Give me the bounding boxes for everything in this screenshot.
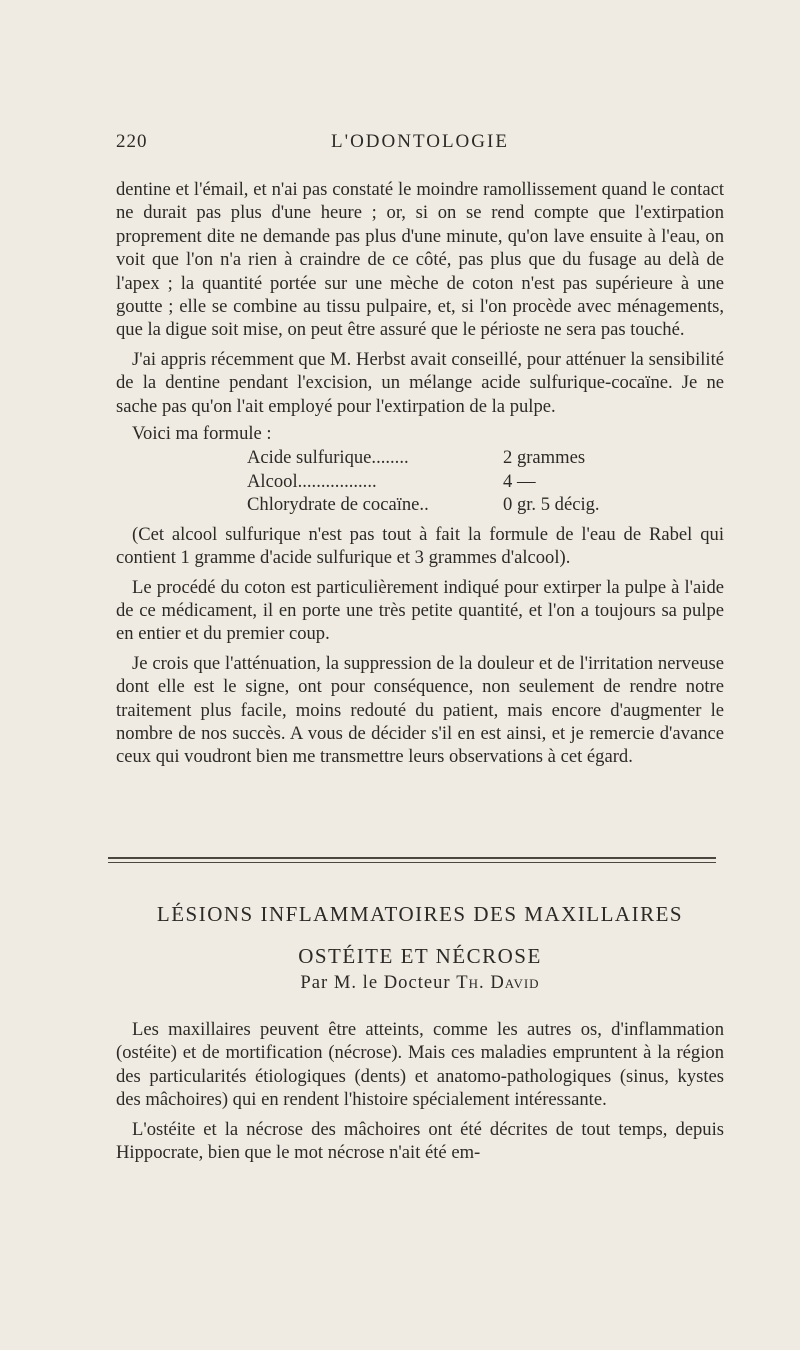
paragraph: Voici ma formule :: [132, 423, 272, 445]
formula-row: [247, 493, 724, 516]
article-subtitle: OSTÉITE ET NÉCROSE: [298, 944, 542, 968]
page-number: 220: [116, 131, 148, 152]
divider-line: [108, 862, 716, 864]
running-head: L'ODONTOLOGIE: [331, 131, 509, 152]
article-body: [116, 1018, 724, 1164]
formula-row: [247, 446, 724, 469]
formula-row: [247, 470, 724, 493]
formula-ingredient: Acide sulfurique........: [247, 447, 409, 469]
section-divider: [108, 857, 716, 863]
byline-prefix: Par M. le Docteur: [300, 972, 451, 993]
byline: [116, 972, 724, 994]
paragraph: dentine et l'émail, et n'ai pas constaté le moindre ramollissement quand le contact ne durait pas plus d'une heure ; or, si on se rend compte que l'extirpation proprement dite ne demande pas plus d'une minute, qu'on lave ensuite à l'eau, on voit que l'on n'a rien à craindre de ce côté, pas plus que du fusage au delà de l'apex ; la quantité portée sur une mèche de coton n'est pas supérieure à une goutte ; elle se combine au tissu pulpaire, et, si l'on procède avec ménagements, que la digue soit mise, on peut être assuré que le périoste ne sera pas touché.: [116, 179, 724, 341]
formula-ingredient: Alcool.................: [247, 470, 377, 492]
formula-ingredient: Chlorydrate de cocaïne..: [247, 494, 429, 516]
formula-table: [247, 446, 724, 516]
paragraph: J'ai appris récemment que M. Herbst avait conseillé, pour atténuer la sensibilité de la dentine pendant l'excision, un mélange acide sulfurique-cocaïne. Je ne sache pas qu'on l'ait employé pour l'extirpation de la pulpe.: [116, 348, 724, 417]
page-header: [116, 131, 724, 155]
article-title-line: LÉSIONS INFLAMMATOIRES DES MAXILLAIRES: [156, 902, 684, 926]
paragraph: L'ostéite et la nécrose des mâchoires ont été décrites de tout temps, depuis Hippocrate, bien que le mot nécrose n'ait été em-: [116, 1118, 724, 1164]
paragraph: Je crois que l'atténuation, la suppression de la douleur et de l'irritation nerveuse dont elle est le signe, ont pour conséquence, non seulement de rendre notre traitement plus facile, moins redouté du patient, mais encore d'augmenter le nombre de nos succès. A vous de décider s'il en est ainsi, et je remercie d'avance ceux qui voudront bien me transmettre leurs observations à cet égard.: [116, 652, 724, 768]
formula-quantity: 4 —: [503, 470, 536, 492]
article-title: [116, 898, 724, 972]
author-name: Th. David: [456, 972, 540, 993]
continued-article: [116, 178, 724, 769]
formula-quantity: 2 grammes: [503, 447, 586, 469]
paragraph: (Cet alcool sulfurique n'est pas tout à fait la formule de l'eau de Rabel qui contient 1 gramme d'acide sulfurique et 3 grammes d'alcool).: [116, 523, 724, 569]
paragraph: Le procédé du coton est particulièrement indiqué pour extirper la pulpe à l'aide de ce médicament, il en porte une très petite quantité, et l'on a toujours sa pulpe en entier et du premier coup.: [116, 576, 724, 645]
divider-line: [108, 857, 716, 859]
formula-quantity: 0 gr. 5 décig.: [503, 494, 600, 516]
paragraph: Les maxillaires peuvent être atteints, comme les autres os, d'inflammation (ostéite) et de mortification (nécrose). Mais ces maladies empruntent à la région des particularités étiologiques (dents) et anatomo-pathologiques (sinus, kystes des mâchoires) qui en rendent l'histoire spécialement intéressante.: [116, 1019, 724, 1111]
